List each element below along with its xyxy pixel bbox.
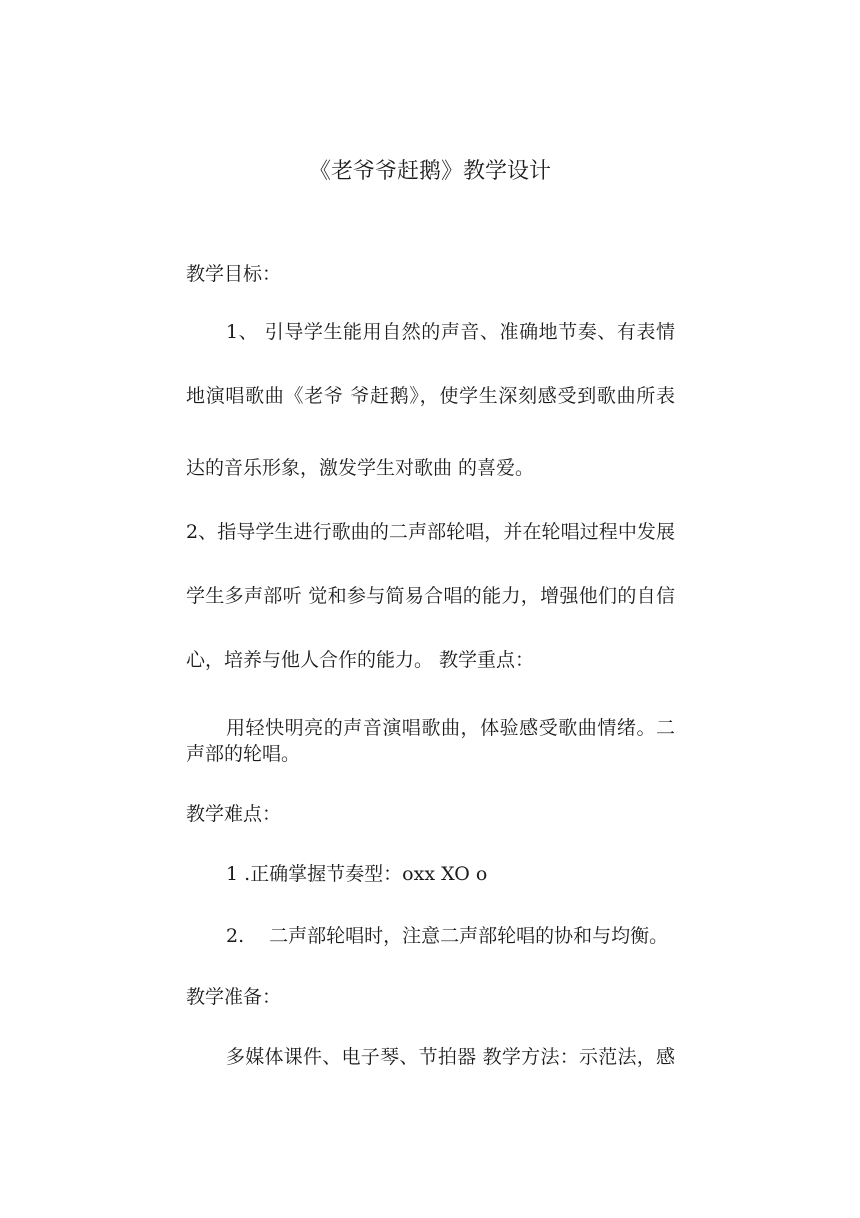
list-item: 1 .正确掌握节奏型：oxx XO o: [226, 863, 488, 885]
heading-teaching-difficulties: 教学难点：: [186, 803, 282, 825]
heading-teaching-preparation: 教学准备：: [186, 986, 282, 1008]
paragraph-line: 1、 引导学生能用自然的声音、准确地节奏、有表情: [226, 321, 675, 343]
paragraph-line: 用轻快明亮的声音演唱歌曲，体验感受歌曲情绪。二: [226, 717, 675, 739]
document-title: 《老爷爷赶鹅》教学设计: [308, 159, 551, 184]
paragraph-line: 2、指导学生进行歌曲的二声部轮唱，并在轮唱过程中发展: [186, 521, 675, 543]
paragraph-line: 达的音乐形象，激发学生对歌曲 的喜爱。: [186, 457, 535, 479]
heading-teaching-objectives: 教学目标：: [186, 263, 282, 285]
paragraph-line: 声部的轮唱。: [186, 743, 301, 765]
paragraph-line: 心，培养与他人合作的能力。 教学重点：: [186, 649, 535, 671]
paragraph-line: 多媒体课件、电子琴、节拍器 教学方法：示范法，感: [226, 1046, 675, 1068]
paragraph-line: 学生多声部听 觉和参与简易合唱的能力，增强他们的自信: [186, 585, 675, 607]
paragraph-line: 地演唱歌曲《老爷 爷赶鹅》，使学生深刻感受到歌曲所表: [186, 385, 675, 407]
list-item: 2. 二声部轮唱时，注意二声部轮唱的协和与均衡。: [226, 925, 669, 947]
